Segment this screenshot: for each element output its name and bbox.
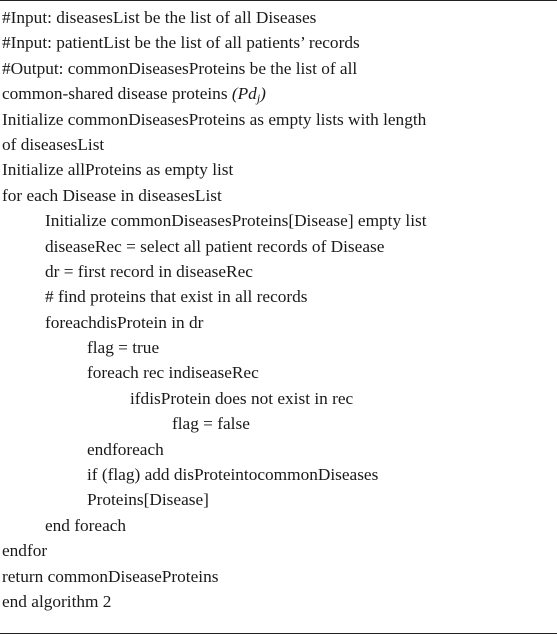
algorithm-line [2,30,553,55]
algorithm-line [2,107,553,132]
algorithm-line [2,234,553,259]
line-text: Initialize commonDiseasesProteins as empty lists with length [2,109,427,129]
line-text: Proteins[Disease] [87,490,209,510]
line-text: #Output: commonDiseasesProteins be the list of all [2,58,358,78]
line-text: dr = first record in diseaseRec [45,261,253,281]
algorithm-line [2,487,553,512]
algorithm-lines [2,5,553,614]
line-text: for each Disease in diseasesList [2,185,222,205]
algorithm-line [2,411,553,436]
algorithm-line [2,386,553,411]
algorithm-line [2,259,553,284]
line-text: # find proteins that exist in all records [45,287,308,307]
algorithm-line [2,462,553,487]
algorithm-line [2,589,553,614]
line-text: foreach rec indiseaseRec [87,363,259,383]
line-text: flag = false [172,414,250,434]
algorithm-line [2,538,553,563]
algorithm-line [2,132,553,157]
line-text: common-shared disease proteins [2,84,232,104]
line-text: Initialize commonDiseasesProteins[Disease] empty list [45,211,427,231]
line-text: endforeach [87,439,164,459]
algorithm-line [2,5,553,30]
math-main: (Pd [231,84,257,104]
line-text: end foreach [45,515,127,535]
math-expression [231,84,266,106]
algorithm-line [2,564,553,589]
math-close: ) [260,84,266,104]
algorithm-line [2,81,553,106]
math-subscript: j [256,91,261,106]
algorithm-line [2,513,553,538]
algorithm-line [2,56,553,81]
algorithm-line [2,183,553,208]
algorithm-line [2,437,553,462]
line-text: endfor [2,541,48,561]
line-text: foreachdisProtein in dr [45,312,204,332]
line-text: #Input: patientList be the list of all patients’ records [2,33,360,53]
line-text: of diseasesList [2,134,105,154]
algorithm-line [2,310,553,335]
line-text: return commonDiseaseProteins [2,566,219,586]
line-text: end algorithm 2 [2,591,112,611]
algorithm-line [2,335,553,360]
algorithm-line [2,208,553,233]
algorithm-line [2,284,553,309]
line-text: flag = true [87,338,160,358]
line-text: ifdisProtein does not exist in rec [130,388,354,408]
algorithm-line [2,157,553,182]
line-text: diseaseRec = select all patient records of Disease [45,236,385,256]
line-text: #Input: diseasesList be the list of all Diseases [2,8,317,27]
line-text: if (flag) add disProteintocommonDiseases [87,465,379,485]
algorithm-line [2,360,553,385]
line-text: Initialize allProteins as empty list [2,160,234,180]
